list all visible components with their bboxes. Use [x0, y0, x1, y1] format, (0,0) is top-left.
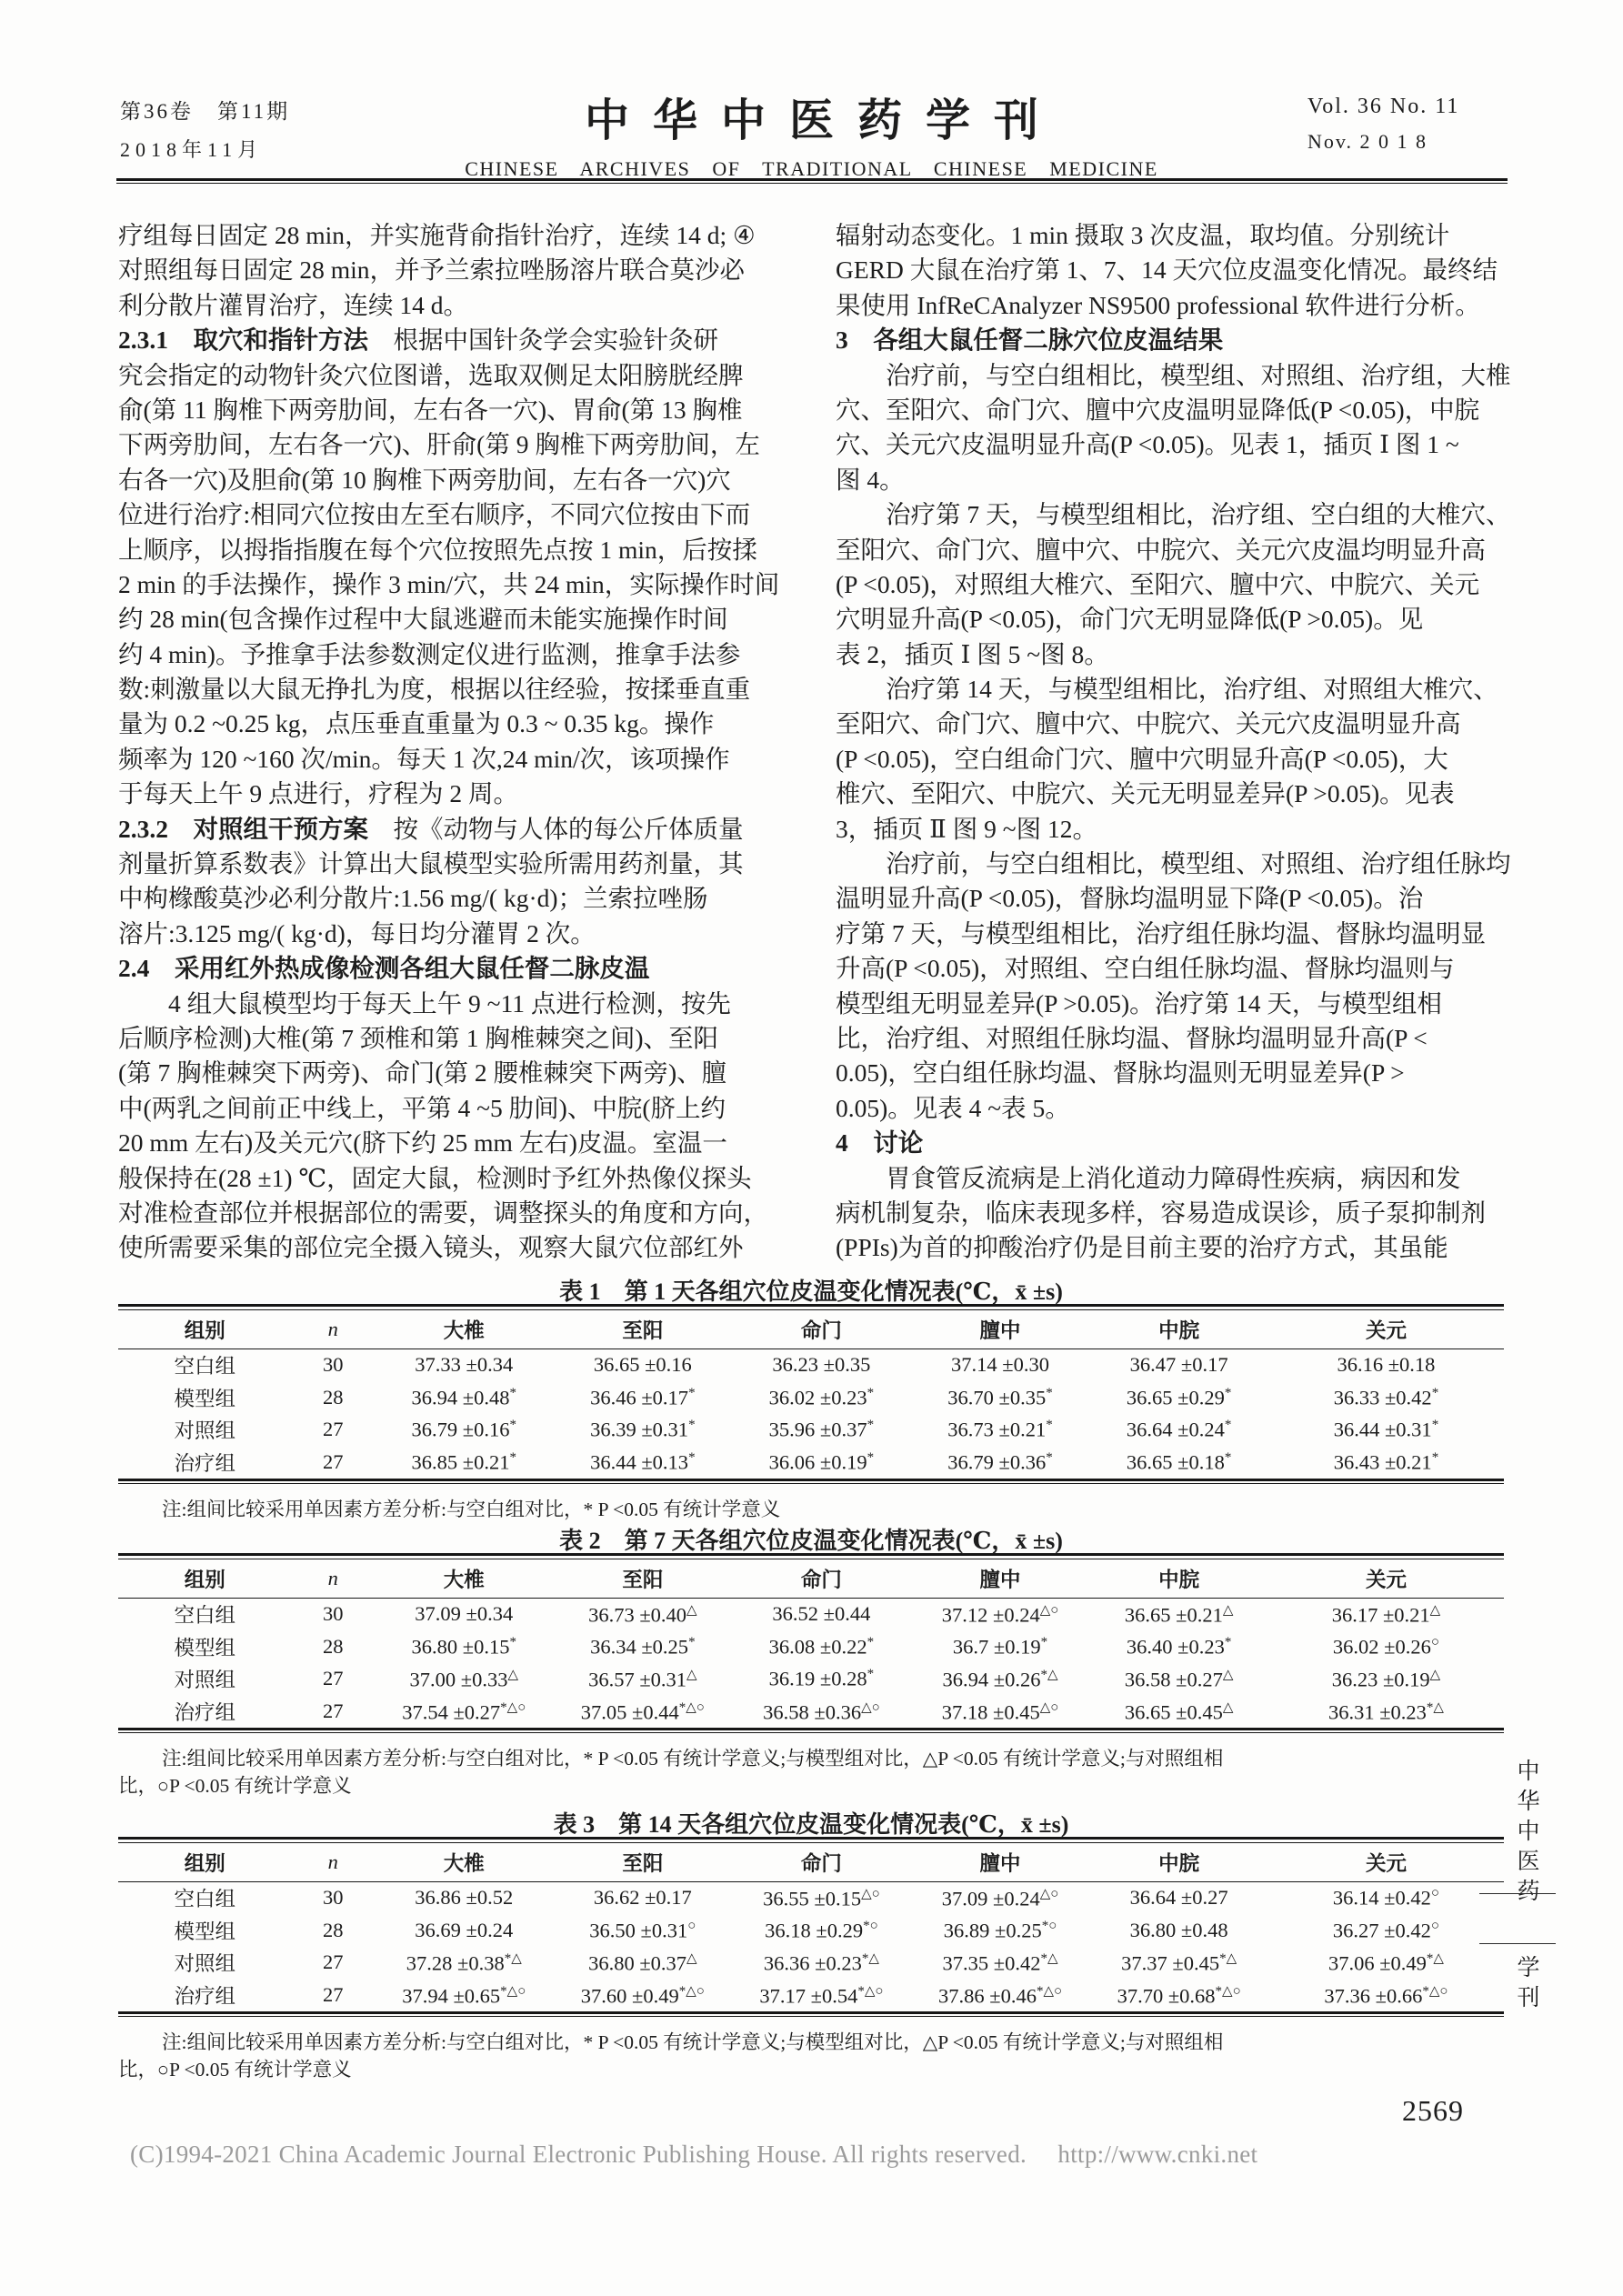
value-cell: 37.09 ±0.24△○ [941, 1887, 1059, 1910]
text-line: 下两旁肋间，左右各一穴)、肝俞(第 9 胸椎下两旁肋间，左 [118, 430, 760, 459]
significance-marker: ○ [687, 1918, 696, 1933]
significance-marker: * [1046, 1449, 1053, 1465]
significance-marker: * [509, 1385, 516, 1400]
n-cell: 27 [322, 1983, 344, 2007]
table-note-line: 注:组间比较采用单因素方差分析:与空白组对比，* P <0.05 有统计学意义;与模型组对比，△P <0.05 有统计学意义;与对照组相 [162, 1748, 1224, 1770]
value-cell: 37.60 ±0.49*△○ [580, 1983, 705, 2008]
value-cell: 36.70 ±0.35* [947, 1385, 1053, 1409]
section-heading: 2.4 采用红外热成像检测各组大鼠任督二脉皮温 [118, 954, 650, 983]
significance-marker: * [867, 1667, 875, 1682]
column-header: 组别 [184, 1851, 225, 1875]
significance-marker: * [1431, 1385, 1439, 1400]
table-note [118, 1496, 1504, 1523]
significance-marker: *△○ [678, 1699, 705, 1715]
significance-marker: △○ [861, 1699, 880, 1715]
group-cell: 空白组 [174, 1604, 235, 1628]
text-line: 果使用 InfReCAnalyzer NS9500 professional 软件进行分析。 [836, 290, 1480, 319]
significance-marker: * [1224, 1418, 1232, 1433]
value-cell: 36.62 ±0.17 [593, 1886, 692, 1910]
significance-marker: *○ [863, 1918, 878, 1933]
text-line: 2 min 的手法操作，操作 3 min/穴，共 24 min，实际操作时间 [118, 569, 780, 598]
value-cell: 36.65 ±0.21△ [1124, 1603, 1234, 1627]
significance-marker: * [509, 1449, 516, 1465]
table-row [118, 1381, 1504, 1414]
table-body [118, 1599, 1504, 1728]
text-line: 剂量折算系数表》计算出大鼠模型实验所需用药剂量，其 [118, 849, 744, 878]
text-line: 表 2，插页 Ⅰ 图 5 ~图 8。 [836, 639, 1109, 668]
value-cell: 36.85 ±0.21* [411, 1449, 516, 1474]
significance-marker: *△○ [1036, 1983, 1063, 1999]
copyright-footer: (C)1994-2021 China Academic Journal Electronic Publishing House. All rights reserved. http://www.cnki.net [130, 2141, 1258, 2168]
group-cell: 模型组 [174, 1920, 235, 1943]
group-cell: 模型组 [174, 1387, 235, 1410]
significance-marker: △ [686, 1668, 697, 1683]
n-cell: 30 [322, 1353, 344, 1377]
significance-marker: △ [686, 1603, 697, 1619]
text-line: 上顺序，以拇指指腹在每个穴位按照先点按 1 min，后按揉 [118, 535, 757, 564]
value-cell: 37.70 ±0.68*△○ [1117, 1983, 1241, 2008]
column-header: 膻中 [979, 1568, 1021, 1591]
text-line: 胃食管反流病是上消化道动力障碍性疾病，病因和发 [836, 1163, 1461, 1192]
table-body [118, 1349, 1504, 1479]
section-heading: 2.3.1 取穴和指针方法 [118, 326, 368, 355]
significance-marker: ○ [1430, 1634, 1439, 1649]
value-cell: 37.18 ±0.45△○ [941, 1699, 1059, 1724]
significance-marker: △○ [1039, 1603, 1059, 1619]
group-cell: 空白组 [174, 1888, 235, 1911]
text-line: 于每天上午 9 点进行，疗程为 2 周。 [118, 779, 518, 808]
n-cell: 27 [322, 1418, 344, 1441]
text-line: 至阳穴、命门穴、膻中穴、中脘穴、关元穴皮温均明显升高 [836, 535, 1486, 564]
text-line: 穴、至阳穴、命门穴、膻中穴皮温明显降低(P <0.05)，中脘 [836, 395, 1480, 424]
text-line: 溶片:3.125 mg/( kg·d)，每日均分灌胃 2 次。 [118, 918, 596, 947]
table-row [118, 1882, 1504, 1915]
table-header-row [118, 1310, 1504, 1349]
text-line: 中(两乳之间前正中线上，平第 4 ~5 肋间)、中脘(脐上约 [118, 1093, 726, 1122]
value-cell: 36.46 ±0.17* [590, 1385, 696, 1409]
table-note [118, 1745, 1504, 1800]
date-cn: 2018年11月 [120, 138, 264, 161]
significance-marker: * [867, 1634, 875, 1649]
value-cell: 37.33 ±0.34 [415, 1353, 514, 1377]
significance-marker: *△ [1040, 1951, 1058, 1967]
sidebar-journal-name-bottom: 学刊 [1514, 1955, 1538, 2015]
section-heading: 4 讨论 [836, 1128, 924, 1158]
table-row [118, 1979, 1504, 2011]
n-cell: 28 [322, 1385, 344, 1409]
significance-marker: *△○ [500, 1699, 526, 1715]
value-cell: 37.12 ±0.24△○ [941, 1603, 1059, 1627]
table-note [118, 2029, 1504, 2083]
column-header: 中脘 [1158, 1851, 1200, 1875]
text-line: 究会指定的动物针灸穴位图谱，选取双侧足太阳膀胱经脾 [118, 360, 744, 389]
significance-marker: * [1224, 1449, 1232, 1465]
journal-title-cn: 中华中医药学刊 [584, 95, 1062, 145]
value-cell: 36.58 ±0.36△○ [763, 1699, 880, 1724]
column-header: 命门 [800, 1568, 842, 1591]
text-line: (第 7 胸椎棘突下两旁)、命门(第 2 腰椎棘突下两旁)、膻 [118, 1058, 727, 1088]
text-line: 疗第 7 天，与模型组相比，治疗组任脉均温、督脉均温明显 [836, 918, 1486, 947]
table [118, 1553, 1504, 1733]
value-cell: 37.37 ±0.45*△ [1121, 1951, 1237, 1975]
significance-marker: * [1431, 1418, 1439, 1433]
value-cell: 36.52 ±0.44 [772, 1602, 871, 1626]
value-cell: 37.17 ±0.54*△○ [759, 1983, 884, 2008]
value-cell: 36.64 ±0.24* [1126, 1418, 1232, 1441]
significance-marker: ○ [1430, 1918, 1439, 1933]
table [118, 1837, 1504, 2017]
text-line: 使所需要采集的部位完全摄入镜头，观察大鼠穴位部红外 [118, 1233, 744, 1262]
column-header: n [327, 1566, 338, 1589]
column-header: n [327, 1317, 338, 1340]
value-cell: 36.57 ±0.31△ [588, 1668, 697, 1691]
text-line: 中枸橼酸莫沙必利分散片:1.56 mg/( kg·d)；兰索拉唑肠 [118, 884, 708, 913]
table-row [118, 1599, 1504, 1631]
significance-marker: *△ [1426, 1699, 1444, 1715]
value-cell: 36.47 ±0.17 [1129, 1353, 1228, 1377]
table-row [118, 1947, 1504, 1980]
significance-marker: *○ [1041, 1918, 1057, 1933]
table-header-row [118, 1843, 1504, 1882]
value-cell: 36.80 ±0.37△ [588, 1951, 697, 1975]
n-cell: 27 [322, 1699, 344, 1723]
text-line: 位进行治疗:相同穴位按由左至右顺序，不同穴位按由下而 [118, 500, 751, 529]
column-header: 至阳 [622, 1568, 664, 1591]
text-line: 对准检查部位并根据部位的需要，调整探头的角度和方向， [118, 1198, 768, 1227]
value-cell: 37.00 ±0.33△ [409, 1668, 518, 1691]
significance-marker: △○ [1039, 1887, 1059, 1902]
value-cell: 37.06 ±0.49*△ [1327, 1951, 1444, 1975]
value-cell: 36.55 ±0.15△○ [763, 1887, 880, 1910]
significance-marker: * [509, 1418, 516, 1433]
n-cell: 27 [322, 1667, 344, 1690]
significance-marker: *△ [1426, 1951, 1444, 1967]
n-cell: 28 [322, 1918, 344, 1941]
table-note-line: 比，○P <0.05 有统计学意义 [118, 1775, 352, 1798]
section-heading: 3 各组大鼠任督二脉穴位皮温结果 [836, 326, 1224, 355]
significance-marker: *△ [1040, 1668, 1058, 1683]
volume-issue-cn: 第36卷 第11期 [120, 100, 291, 123]
value-cell: 36.73 ±0.21* [947, 1418, 1053, 1441]
table-header-row [118, 1559, 1504, 1599]
text-line: 升高(P <0.05)，对照组、空白组任脉均温、督脉均温则与 [836, 954, 1455, 983]
significance-marker: * [867, 1449, 875, 1465]
column-header: 至阳 [622, 1851, 664, 1875]
section-heading: 2.3.2 对照组干预方案 [118, 814, 368, 843]
value-cell: 36.39 ±0.31* [590, 1418, 696, 1441]
text-line: 治疗前，与空白组相比，模型组、对照组、治疗组，大椎 [836, 360, 1511, 389]
value-cell: 36.65 ±0.45△ [1124, 1699, 1234, 1724]
group-cell: 模型组 [174, 1636, 235, 1659]
value-cell: 37.54 ±0.27*△○ [402, 1699, 526, 1724]
text-line [118, 951, 787, 986]
text-line: 利分散片灌胃治疗，连续 14 d。 [118, 290, 468, 319]
page-number: 2569 [1402, 2094, 1464, 2127]
table-row [118, 1914, 1504, 1947]
value-cell: 36.65 ±0.29* [1126, 1385, 1232, 1409]
value-cell: 36.86 ±0.52 [415, 1886, 514, 1910]
table-row [118, 1349, 1504, 1382]
table-1 [118, 1273, 1504, 1523]
table-3 [118, 1806, 1504, 2083]
n-cell: 27 [322, 1450, 344, 1474]
column-header: 膻中 [979, 1318, 1021, 1342]
column-header: 命门 [800, 1318, 842, 1342]
significance-marker: △ [507, 1668, 518, 1683]
value-cell: 36.14 ±0.42○ [1332, 1886, 1439, 1910]
value-cell: 36.80 ±0.15* [411, 1634, 516, 1659]
value-cell: 36.19 ±0.28* [768, 1667, 875, 1690]
value-cell: 36.94 ±0.48* [411, 1385, 516, 1409]
significance-marker: * [1040, 1634, 1048, 1649]
n-cell: 30 [322, 1602, 344, 1626]
text-line: 病机制复杂，临床表现多样，容易造成误诊，质子泵抑制剂 [836, 1198, 1486, 1227]
significance-marker: △○ [1039, 1699, 1059, 1715]
table-row [118, 1446, 1504, 1479]
text-line: 至阳穴、命门穴、膻中穴、中脘穴、关元穴皮温明显升高 [836, 709, 1461, 738]
value-cell: 36.34 ±0.25* [590, 1634, 696, 1659]
text-line: GERD 大鼠在治疗第 1、7、14 天穴位皮温变化情况。最终结 [836, 256, 1498, 285]
table-title: 表 1 第 1 天各组穴位皮温变化情况表(℃，x̄ ±s) [559, 1278, 1063, 1305]
significance-marker: *△ [861, 1951, 879, 1967]
value-cell: 36.43 ±0.21* [1333, 1449, 1439, 1474]
significance-marker: * [867, 1385, 875, 1400]
significance-marker: *△○ [857, 1983, 884, 1999]
significance-marker: * [688, 1634, 696, 1649]
text-line: (P <0.05)，对照组大椎穴、至阳穴、膻中穴、中脘穴、关元 [836, 569, 1480, 598]
value-cell: 36.44 ±0.13* [590, 1449, 696, 1474]
text-line: 频率为 120 ~160 次/min。每天 1 次,24 min/次，该项操作 [118, 744, 730, 773]
group-cell: 对照组 [174, 1669, 235, 1692]
value-cell: 36.23 ±0.19△ [1331, 1668, 1441, 1691]
table-title: 表 2 第 7 天各组穴位皮温变化情况表(℃，x̄ ±s) [559, 1528, 1063, 1554]
column-header: 膻中 [979, 1851, 1021, 1875]
table-note-line: 注:组间比较采用单因素方差分析:与空白组对比，* P <0.05 有统计学意义 [162, 1499, 781, 1521]
significance-marker: △ [1222, 1699, 1234, 1715]
right-column [836, 218, 1511, 1266]
group-cell: 对照组 [174, 1419, 235, 1443]
value-cell: 37.86 ±0.46*△○ [937, 1983, 1063, 2008]
value-cell: 36.44 ±0.31* [1333, 1418, 1439, 1441]
text-line: (P <0.05)，空白组命门穴、膻中穴明显升高(P <0.05)，大 [836, 744, 1448, 773]
significance-marker: * [1046, 1418, 1053, 1433]
text-line: 治疗第 7 天，与模型组相比，治疗组、空白组的大椎穴、 [836, 500, 1511, 529]
significance-marker: △ [686, 1951, 697, 1967]
column-header: 组别 [184, 1318, 225, 1342]
text-line: 辐射动态变化。1 min 摄取 3 次皮温，取均值。分别统计 [836, 221, 1450, 249]
sidebar-journal-name-top: 中华中医药 [1514, 1759, 1538, 1909]
significance-marker: △ [1429, 1603, 1441, 1619]
significance-marker: △ [1429, 1668, 1441, 1683]
value-cell: 37.28 ±0.38*△ [406, 1951, 522, 1975]
sidebar-rule-2 [1479, 1943, 1556, 1944]
value-cell: 36.79 ±0.36* [947, 1449, 1053, 1474]
text-line: 模型组无明显差异(P >0.05)。治疗第 14 天，与模型组相 [836, 988, 1442, 1018]
table-note-line: 注:组间比较采用单因素方差分析:与空白组对比，* P <0.05 有统计学意义;与模型组对比，△P <0.05 有统计学意义;与对照组相 [162, 2031, 1224, 2054]
value-cell: 35.96 ±0.37* [768, 1418, 875, 1441]
n-cell: 30 [322, 1886, 344, 1910]
value-cell: 36.18 ±0.29*○ [765, 1918, 878, 1942]
table-2 [118, 1522, 1504, 1800]
significance-marker: * [688, 1449, 696, 1465]
text-line: 2.3.1 取穴和指针方法 根据中国针灸学会实验针灸研 [118, 326, 718, 355]
value-cell: 36.06 ±0.19* [768, 1449, 875, 1474]
table-row [118, 1695, 1504, 1728]
significance-marker: * [688, 1385, 696, 1400]
column-header: 大椎 [443, 1318, 485, 1342]
value-cell: 36.65 ±0.18* [1126, 1449, 1232, 1474]
column-header: 中脘 [1158, 1568, 1200, 1591]
value-cell: 36.36 ±0.23*△ [763, 1951, 879, 1975]
value-cell: 36.58 ±0.27△ [1124, 1668, 1234, 1691]
n-cell: 28 [322, 1634, 344, 1658]
value-cell: 37.09 ±0.34 [415, 1602, 514, 1626]
column-header: 命门 [800, 1851, 842, 1875]
significance-marker: * [509, 1634, 516, 1649]
text-line: 疗组每日固定 28 min，并实施背俞指针治疗，连续 14 d; ④ [118, 221, 756, 249]
significance-marker: * [688, 1418, 696, 1433]
value-cell: 36.40 ±0.23* [1126, 1634, 1232, 1659]
significance-marker: *△ [504, 1951, 522, 1967]
value-cell: 36.73 ±0.40△ [588, 1603, 697, 1627]
date-en: Nov. 2 0 1 8 [1307, 130, 1428, 153]
text-line: 穴、关元穴皮温明显升高(P <0.05)。见表 1，插页 Ⅰ 图 1 ~ [836, 430, 1459, 459]
value-cell: 36.65 ±0.16 [593, 1353, 692, 1377]
value-cell: 36.08 ±0.22* [768, 1634, 875, 1659]
value-cell: 36.80 ±0.48 [1129, 1918, 1228, 1941]
header-rule [116, 178, 1508, 184]
column-header: 大椎 [443, 1851, 485, 1875]
header-right [1307, 95, 1459, 154]
text-line: (PPIs)为首的抑酸治疗仍是目前主要的治疗方式，其虽能 [836, 1233, 1448, 1262]
text-line: 穴明显升高(P <0.05)，命门穴无明显降低(P >0.05)。见 [836, 605, 1424, 634]
table-row [118, 1630, 1504, 1663]
significance-marker: *△ [1219, 1951, 1237, 1967]
text-line: 约 4 min)。予推拿手法参数测定仪进行监测，推拿手法参 [118, 639, 741, 668]
significance-marker: *△○ [1215, 1983, 1241, 1999]
text-line: 数:刺激量以大鼠无挣扎为度，根据以往经验，按揉垂直重 [118, 675, 751, 704]
table-rule-bottom [118, 1728, 1504, 1734]
significance-marker: * [867, 1418, 875, 1433]
table-row [118, 1414, 1504, 1447]
text-line [836, 1126, 1505, 1160]
table-rule-bottom [118, 2011, 1504, 2018]
group-cell: 治疗组 [174, 1985, 235, 2009]
text-line: 0.05)，空白组任脉均温、督脉均温则无明显差异(P > [836, 1058, 1405, 1088]
text-line: 治疗前，与空白组相比，模型组、对照组、治疗组任脉均 [836, 849, 1511, 878]
text-line: 椎穴、至阳穴、中脘穴、关元无明显差异(P >0.05)。见表 [836, 779, 1455, 808]
value-cell: 36.02 ±0.23* [768, 1385, 875, 1409]
column-header: 至阳 [622, 1318, 664, 1342]
value-cell: 37.05 ±0.44*△○ [580, 1699, 705, 1724]
significance-marker: * [1224, 1634, 1232, 1649]
significance-marker: * [1431, 1449, 1439, 1465]
value-cell: 36.89 ±0.25*○ [943, 1918, 1057, 1942]
text-line: 2.3.2 对照组干预方案 按《动物与人体的每公斤体质量 [118, 814, 744, 843]
value-cell: 37.35 ±0.42*△ [942, 1951, 1058, 1975]
text-line: 俞(第 11 胸椎下两旁肋间，左右各一穴)、胃俞(第 13 胸椎 [118, 395, 743, 424]
text-line [836, 323, 1505, 357]
volume-issue-en: Vol. 36 No. 11 [1307, 95, 1460, 118]
text-line: 0.05)。见表 4 ~表 5。 [836, 1093, 1070, 1122]
table [118, 1304, 1504, 1484]
significance-marker: △○ [861, 1887, 880, 1902]
value-cell: 36.16 ±0.18 [1337, 1353, 1436, 1377]
significance-marker: *△○ [1422, 1983, 1448, 1999]
table-body [118, 1882, 1504, 2011]
value-cell: 36.7 ±0.19* [952, 1634, 1048, 1659]
text-line: 温明显升高(P <0.05)，督脉均温明显下降(P <0.05)。治 [836, 884, 1424, 913]
text-line: 量为 0.2 ~0.25 kg，点压垂直重量为 0.3 ~ 0.35 kg。操作 [118, 709, 715, 738]
value-cell: 37.94 ±0.65*△○ [402, 1983, 526, 2008]
text-line: 约 28 min(包含操作过程中大鼠逃避而未能实施操作时间 [118, 605, 728, 634]
column-header: 关元 [1365, 1318, 1407, 1342]
text-line: 治疗第 14 天，与模型组相比，治疗组、对照组大椎穴、 [836, 675, 1498, 704]
column-header: 关元 [1365, 1851, 1407, 1875]
significance-marker: * [1046, 1385, 1053, 1400]
journal-title-en: CHINESE ARCHIVES OF TRADITIONAL CHINESE MEDICINE [465, 157, 1158, 180]
significance-marker: * [1224, 1385, 1232, 1400]
left-column [118, 218, 787, 1266]
significance-marker: *△○ [678, 1983, 705, 1999]
table-title: 表 3 第 14 天各组穴位皮温变化情况表(℃，x̄ ±s) [553, 1811, 1069, 1838]
value-cell: 36.02 ±0.26○ [1332, 1634, 1439, 1659]
table-rule-bottom [118, 1479, 1504, 1485]
value-cell: 36.23 ±0.35 [772, 1353, 871, 1377]
value-cell: 36.27 ±0.42○ [1332, 1918, 1439, 1942]
value-cell: 36.50 ±0.31○ [589, 1918, 696, 1942]
text-line: 图 4。 [836, 465, 905, 494]
value-cell: 36.94 ±0.26*△ [942, 1668, 1058, 1691]
group-cell: 空白组 [174, 1355, 235, 1379]
text-line: 右各一穴)及胆俞(第 10 胸椎下两旁肋间，左右各一穴)穴 [118, 465, 731, 494]
group-cell: 治疗组 [174, 1701, 235, 1725]
column-header: 大椎 [443, 1568, 485, 1591]
value-cell: 36.33 ±0.42* [1333, 1385, 1439, 1409]
value-cell: 37.36 ±0.66*△○ [1324, 1983, 1448, 2008]
value-cell: 36.64 ±0.27 [1129, 1886, 1228, 1910]
column-header: 中脘 [1158, 1318, 1200, 1342]
value-cell: 36.17 ±0.21△ [1331, 1603, 1441, 1627]
group-cell: 治疗组 [174, 1452, 235, 1476]
significance-marker: △ [1222, 1603, 1234, 1619]
text-line: 20 mm 左右)及关元穴(脐下约 25 mm 左右)皮温。室温一 [118, 1128, 727, 1158]
n-cell: 27 [322, 1950, 344, 1974]
significance-marker: ○ [1430, 1886, 1439, 1901]
column-header: n [327, 1850, 338, 1873]
column-header: 关元 [1365, 1568, 1407, 1591]
table-row [118, 1663, 1504, 1696]
table-note-line: 比，○P <0.05 有统计学意义 [118, 2059, 352, 2081]
value-cell: 36.79 ±0.16* [411, 1418, 516, 1441]
text-line: 对照组每日固定 28 min，并予兰索拉唑肠溶片联合莫沙必 [118, 256, 746, 285]
text-line: 般保持在(28 ±1) ℃，固定大鼠，检测时予红外热像仪探头 [118, 1163, 752, 1192]
value-cell: 36.31 ±0.23*△ [1327, 1699, 1444, 1724]
value-cell: 37.14 ±0.30 [951, 1353, 1049, 1377]
significance-marker: *△○ [500, 1983, 526, 1999]
column-header: 组别 [184, 1568, 225, 1591]
sidebar-rule-1 [1479, 1893, 1556, 1894]
text-line: 4 组大鼠模型均于每天上午 9 ~11 点进行检测，按先 [118, 988, 731, 1018]
group-cell: 对照组 [174, 1952, 235, 1976]
text-line: 比，治疗组、对照组任脉均温、督脉均温明显升高(P < [836, 1023, 1428, 1052]
text-line: 后顺序检测)大椎(第 7 颈椎和第 1 胸椎棘突之间)、至阳 [118, 1023, 718, 1052]
text-line: 3，插页 Ⅱ 图 9 ~图 12。 [836, 814, 1097, 843]
significance-marker: △ [1222, 1668, 1234, 1683]
value-cell: 36.69 ±0.24 [415, 1918, 514, 1941]
